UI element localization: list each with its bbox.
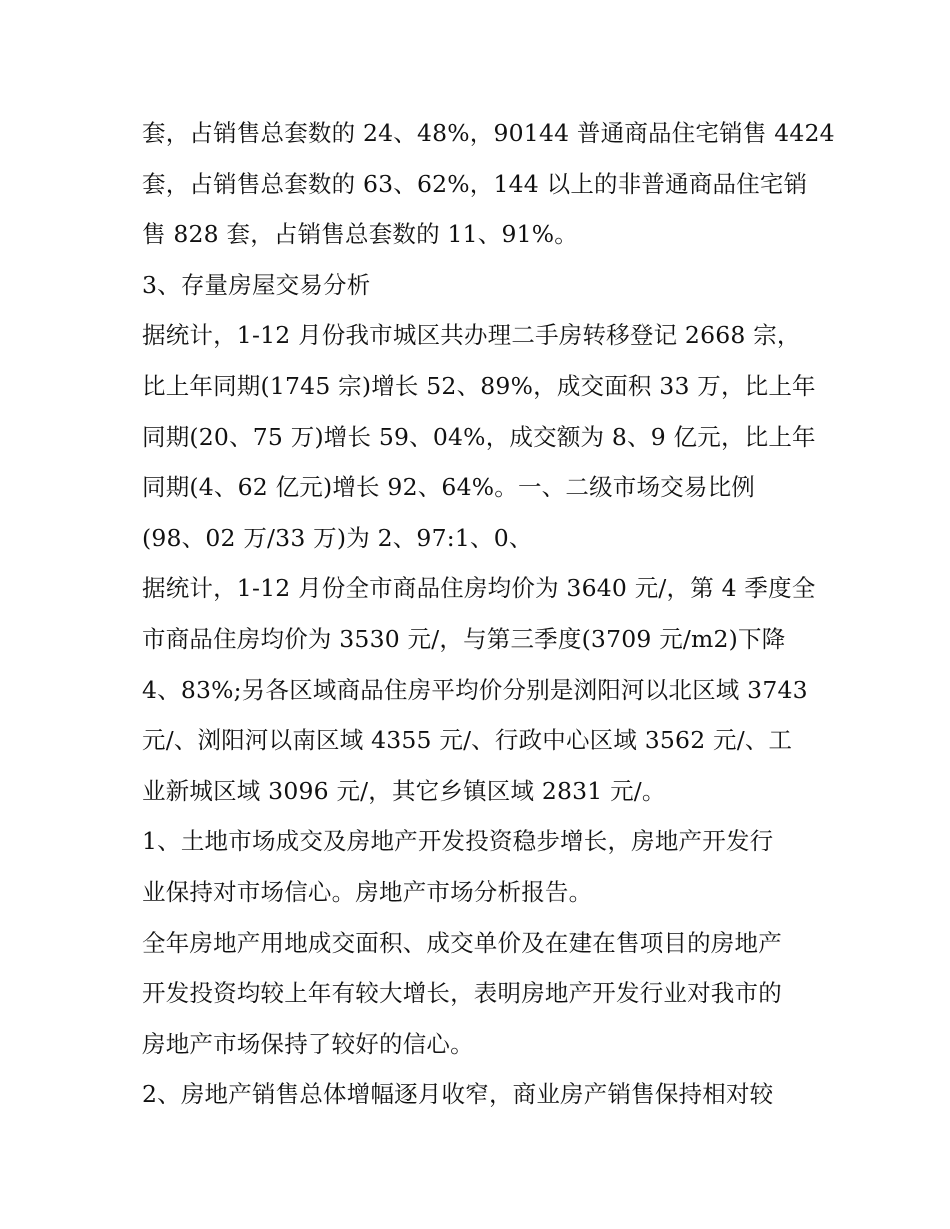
text-line: 元/、浏阳河以南区域 4355 元/、行政中心区域 3562 元/、工 (142, 726, 793, 755)
text-line: (98、02 万/33 万)为 2、97:1、0、 (142, 523, 533, 552)
text-line: 业新城区域 3096 元/，其它乡镇区域 2831 元/。 (142, 776, 666, 805)
text-line: 套，占销售总套数的 24、48%，90144 普通商品住宅销售 4424 (142, 119, 835, 147)
text-line: 1、土地市场成交及房地产开发投资稳步增长，房地产开发行 (142, 827, 774, 856)
text-line: 业保持对市场信心。房地产市场分析报告。 (142, 877, 593, 906)
text-line: 据统计，1-12 月份我市城区共办理二手房转移登记 2668 宗， (142, 321, 801, 350)
text-line: 比上年同期(1745 宗)增长 52、89%，成交面积 33 万，比上年 (142, 371, 816, 400)
text-line: 同期(4、62 亿元)增长 92、64%。一、二级市场交易比例 (142, 473, 755, 502)
text-line: 市商品住房均价为 3530 元/，与第三季度(3709 元/m2)下降 (142, 624, 786, 653)
text-line: 售 828 套，占销售总套数的 11、91%。 (142, 220, 578, 249)
text-line: 4、83%;另各区域商品住房平均价分别是浏阳河以北区域 3743 (142, 675, 808, 704)
section-heading: 3、存量房屋交易分析 (142, 270, 371, 299)
text-line: 房地产市场保持了较好的信心。 (142, 1029, 474, 1058)
text-line: 套，占销售总套数的 63、62%，144 以上的非普通商品住宅销 (142, 169, 808, 198)
text-line: 据统计，1-12 月份全市商品住房均价为 3640 元/，第 4 季度全 (142, 574, 816, 603)
text-line: 同期(20、75 万)增长 59、04%，成交额为 8、9 亿元，比上年 (142, 422, 816, 451)
document-body (142, 108, 835, 1120)
text-line: 开发投资均较上年有较大增长，表明房地产开发行业对我市的 (142, 979, 782, 1008)
text-line: 全年房地产用地成交面积、成交单价及在建在售项目的房地产 (142, 928, 782, 957)
text-line: 2、房地产销售总体增幅逐月收窄，商业房产销售保持相对较 (142, 1080, 774, 1109)
